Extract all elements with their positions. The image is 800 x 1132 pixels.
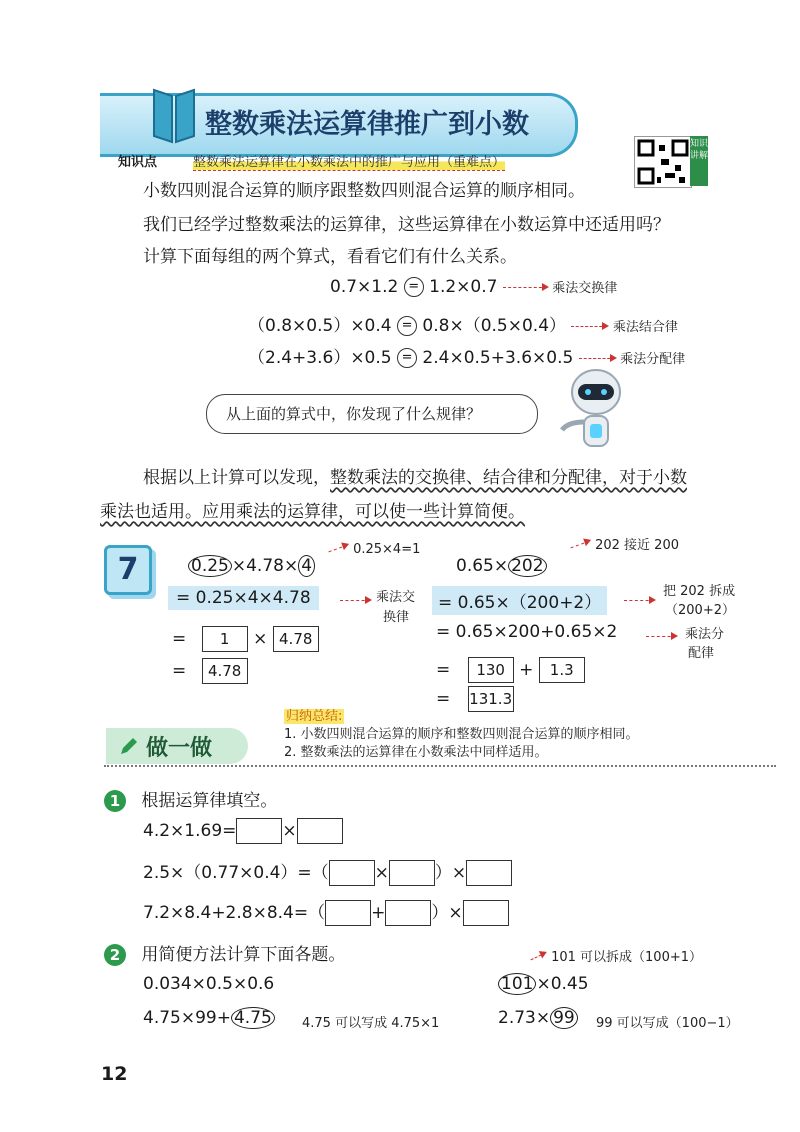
left-step-1-arrow [340, 590, 370, 609]
left-step-2 [172, 626, 319, 652]
qr-label: 知识讲解 [690, 136, 708, 186]
q2-item-3-hint [530, 946, 702, 965]
q2-item-4-note: 99 可以写成（100−1） [596, 1016, 739, 1031]
expression-start: 0.65× [456, 556, 509, 576]
left-step-1-note: 换律 [383, 610, 410, 625]
q1-row-text: 7.2×8.4+2.8×8.4=（ [143, 903, 326, 923]
summary-title-wrap [284, 705, 344, 724]
equals-sign: = [172, 661, 187, 681]
conclusion-part-1: 根据以上计算可以发现， [143, 468, 330, 488]
page-number: 12 [101, 1063, 128, 1085]
q2-item-text: 2.73× [498, 1008, 551, 1028]
arrow-icon [570, 541, 589, 549]
answer-input[interactable] [466, 860, 512, 886]
speech-bubble-text: 从上面的算式中，你发现了什么规律？ [226, 405, 482, 423]
equals-circle: = [397, 316, 417, 336]
expression-middle: ×4.78× [231, 556, 299, 576]
arrow-icon [579, 358, 615, 359]
answer-input[interactable] [236, 818, 282, 844]
left-step-3 [172, 658, 248, 684]
q1-row-text: ）× [434, 863, 467, 883]
q1-row-1 [143, 818, 343, 844]
equation-left: 0.7×1.2 [330, 277, 399, 297]
arrow-icon [503, 287, 547, 288]
pencil-icon [118, 735, 140, 757]
summary-item-1: 1. 小数四则混合运算的顺序和整数四则混合运算的顺序相同。 [284, 727, 639, 742]
example-right-expression [456, 556, 547, 576]
practice-label: 做一做 [146, 736, 213, 761]
answer-input[interactable] [297, 818, 343, 844]
q1-row-text: 4.2×1.69= [143, 821, 237, 841]
q2-item-4 [498, 1008, 578, 1028]
circled-number: 99 [550, 1007, 578, 1029]
answer-input[interactable] [463, 900, 509, 926]
q2-item-2 [143, 1008, 275, 1028]
question-text: 用简便方法计算下面各题。 [141, 945, 346, 965]
circled-number: 202 [508, 555, 546, 577]
equals-sign: = [436, 660, 451, 680]
answer-input[interactable] [325, 900, 371, 926]
equation-note: 乘法分配律 [620, 352, 686, 367]
hint-text: 101 可以拆成（100+1） [551, 950, 703, 965]
equation-left: （0.8×0.5）×0.4 [248, 316, 392, 336]
equation-left: （2.4+3.6）×0.5 [248, 348, 392, 368]
q1-row-text: ）× [431, 903, 463, 923]
knowledge-text: 整数乘法运算律在小数乘法中的推广与应用（重难点） [193, 151, 505, 171]
answer-input[interactable] [329, 860, 375, 886]
intro-line-1: 小数四则混合运算的顺序跟整数四则混合运算的顺序相同。 [143, 181, 585, 201]
question-1-header [104, 786, 277, 812]
hint-text: 0.25×4=1 [353, 542, 421, 557]
left-step-1-note: 乘法交 [376, 590, 416, 605]
answer-box: 4.78 [202, 658, 248, 684]
q1-row-2 [143, 858, 512, 886]
divider [104, 765, 776, 767]
left-step-1: = 0.25×4×4.78 [168, 586, 319, 610]
conclusion-line-2: 乘法也适用。应用乘法的运算律，可以使一些计算简便。 [100, 502, 525, 522]
right-hint [570, 534, 679, 553]
question-text: 根据运算律填空。 [141, 791, 278, 811]
equation-right: 0.8×（0.5×0.4） [422, 316, 567, 336]
question-2-header [104, 940, 345, 966]
robot-icon [560, 364, 632, 450]
arrow-icon [328, 545, 347, 553]
right-step-2: = 0.65×200+0.65×2 [436, 622, 618, 642]
q2-item-text: 4.75×99+ [143, 1008, 231, 1028]
answer-box: 1.3 [539, 657, 585, 683]
page-title: 整数乘法运算律推广到小数 [205, 109, 529, 140]
example-left-expression [188, 556, 315, 576]
equation-row [330, 277, 617, 297]
plus-sign: + [519, 660, 534, 680]
equation-note: 乘法结合律 [612, 320, 678, 335]
q2-item-1: 0.034×0.5×0.6 [143, 974, 275, 994]
arrow-icon [340, 600, 370, 601]
left-hint [328, 538, 420, 557]
intro-line-3: 计算下面每组的两个算式，看看它们有什么关系。 [143, 247, 517, 267]
times-sign: × [374, 863, 389, 883]
arrow-icon [531, 953, 546, 961]
times-sign: × [253, 629, 268, 649]
qr-code-icon[interactable] [634, 136, 692, 188]
equation-row [248, 311, 678, 336]
circled-number: 101 [498, 973, 536, 995]
knowledge-label: 知识点 [118, 155, 158, 170]
equation-right: 2.4×0.5+3.6×0.5 [422, 348, 574, 368]
conclusion-line-1 [143, 463, 687, 488]
right-step-1: = 0.65×（200+2） [432, 586, 607, 615]
equation-note: 乘法交换律 [552, 281, 618, 296]
circled-number: 4 [298, 555, 315, 577]
arrow-icon [646, 636, 676, 637]
equals-circle: = [404, 277, 424, 297]
arrow-icon [624, 600, 654, 601]
example-number: 7 [104, 545, 152, 595]
q1-row-text: 2.5×（0.77×0.4）=（ [143, 863, 329, 883]
circled-number: 4.75 [231, 1007, 275, 1029]
right-step-4 [436, 686, 514, 712]
equals-circle: = [397, 348, 417, 368]
q2-item-text: ×0.45 [536, 974, 589, 994]
answer-box: 4.78 [273, 626, 319, 652]
answer-input[interactable] [385, 900, 431, 926]
right-step-1-arrow [624, 590, 654, 609]
answer-input[interactable] [389, 860, 435, 886]
question-number-badge: 1 [104, 790, 126, 812]
equation-right: 1.2×0.7 [429, 277, 498, 297]
q2-item-3 [498, 974, 589, 994]
q2-item-2-note: 4.75 可以写成 4.75×1 [302, 1016, 440, 1031]
equals-sign: = [172, 629, 187, 649]
right-step-1-note: （200+2） [665, 603, 735, 618]
plus-sign: + [371, 903, 386, 923]
conclusion-part-2: 整数乘法的交换律、结合律和分配律，对于小数 [330, 468, 687, 488]
arrow-icon [571, 326, 607, 327]
equals-sign: = [436, 689, 451, 709]
right-step-2-arrow [646, 626, 676, 645]
question-number-badge: 2 [104, 944, 126, 966]
circled-number: 0.25 [188, 555, 232, 577]
right-step-2-note: 配律 [688, 646, 715, 661]
q1-row-3 [143, 898, 509, 926]
right-step-1-note: 把 202 拆成 [663, 584, 736, 599]
times-sign: × [282, 821, 297, 841]
right-step-2-note: 乘法分 [685, 627, 725, 642]
hint-text: 202 接近 200 [595, 538, 679, 553]
summary-item-2: 2. 整数乘法的运算律在小数乘法中同样适用。 [284, 745, 548, 760]
right-step-3 [436, 657, 585, 683]
answer-box: 1 [202, 626, 248, 652]
answer-box: 131.3 [468, 686, 514, 712]
book-icon [150, 84, 198, 146]
summary-title: 归纳总结: [286, 709, 343, 724]
intro-line-2: 我们已经学过整数乘法的运算律，这些运算律在小数运算中还适用吗？ [143, 215, 670, 235]
answer-box: 130 [468, 657, 514, 683]
